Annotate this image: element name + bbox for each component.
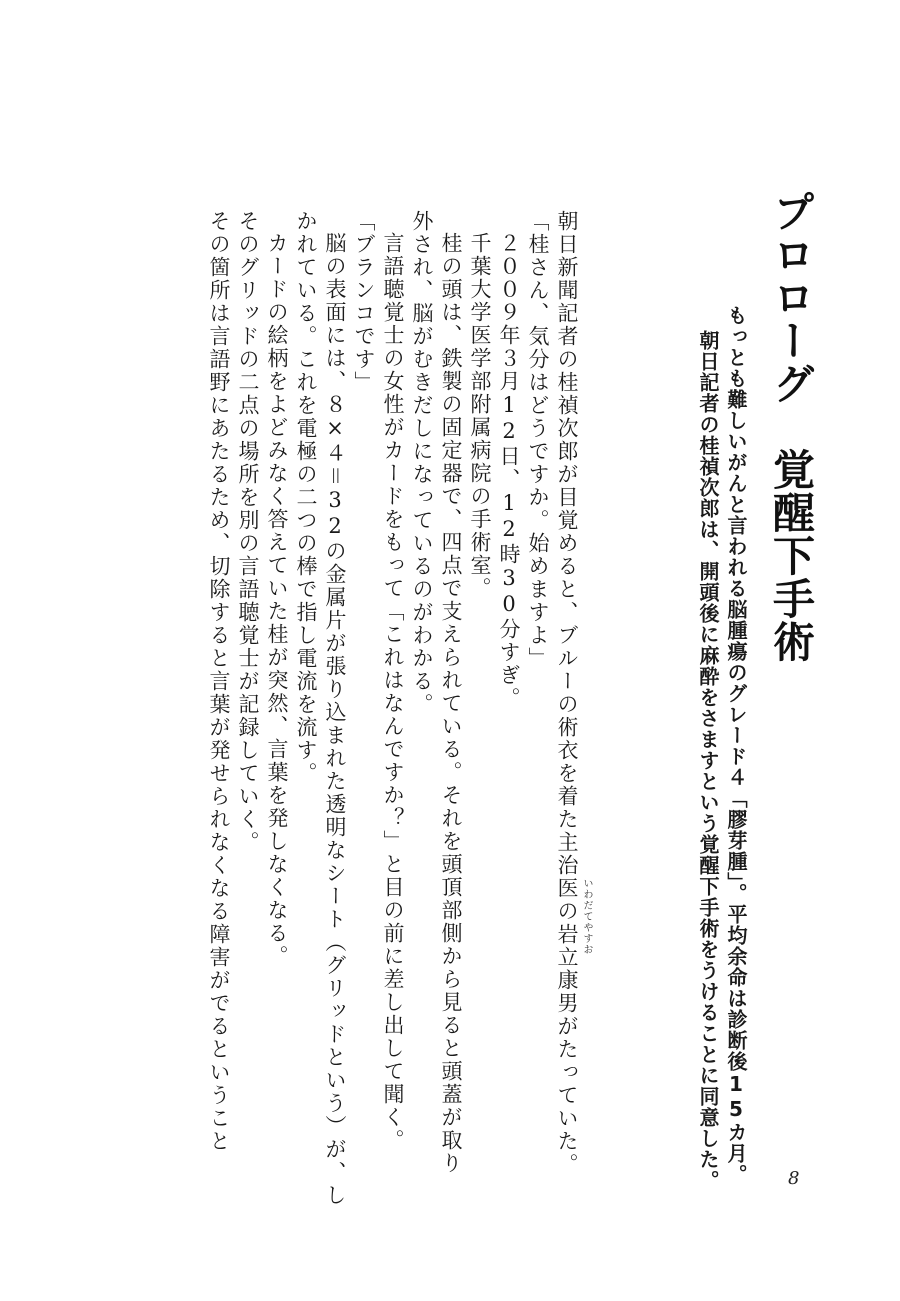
body-line-10: かれている。これを電極の二つの棒で指し電流を流す。 (294, 210, 318, 785)
body-line-7: 言語聴覚士の女性がカードをもって「これはなんですか？」と目の前に差し出して聞く。 (381, 232, 405, 1152)
page-number: 8 (788, 1168, 800, 1189)
body-line-6: 外され、脳がむきだしになっているのがわかる。 (410, 210, 434, 716)
chapter-title: プロローグ 覚醒下手術 (767, 190, 816, 663)
body-line-8: 「ブランコです」 (352, 210, 376, 394)
body-line-13: その箇所は言語野にあたるため、切除すると言葉が発せられなくなる障害がでるということ (207, 210, 231, 1153)
body-line-12: そのグリッドの二点の場所を別の言語聴覚士が記録していく。 (236, 210, 260, 854)
ruby-annotation: いわだてやすお (581, 878, 592, 955)
body-line-2: 「桂さん、気分はどうですか。始めますよ」 (526, 210, 550, 670)
body-line-1: 朝日新聞記者の桂禎次郎が目覚めると、ブルーの術衣を着た主治医の岩立康男がたっていた。 (555, 210, 579, 1176)
body-line-5: 桂の頭は、鉄製の固定器で、四点で支えられている。それを頭頂部側から見ると頭蓋が取り (439, 232, 463, 1175)
body-line-9: 脳の表面には、８×４＝32の金属片が張り込まれた透明なシート（グリッドという）が、し (323, 232, 347, 1207)
lead-line-1: もっとも難しいがんと言われる脳腫瘍のグレード４「膠芽腫」。平均余命は診断後15カ月。 (724, 305, 748, 1185)
body-line-11: カードの絵柄をよどみなく答えていた桂が突然、言葉を発しなくなる。 (265, 232, 289, 968)
lead-line-2: 朝日記者の桂禎次郎は、開頭後に麻酔をさますという覚醒下手術をうけることに同意した。 (696, 330, 720, 1191)
body-line-3: ２００９年３月12日、12時30分すぎ。 (497, 232, 521, 710)
body-line-4: 千葉大学医学部附属病院の手術室。 (468, 232, 492, 600)
